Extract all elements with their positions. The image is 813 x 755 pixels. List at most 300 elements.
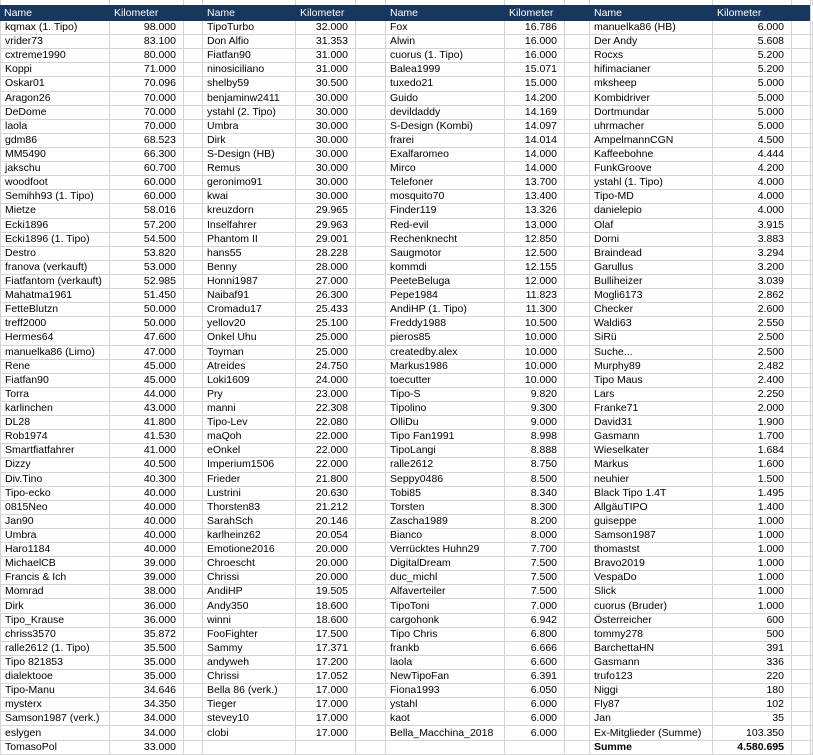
cell-spacer[interactable] (184, 219, 203, 233)
cell-name[interactable]: Jan90 (0, 515, 110, 529)
cell-name[interactable]: treff2000 (0, 317, 110, 331)
cell-kilometer[interactable]: 4.000 (713, 176, 792, 190)
cell-spacer[interactable] (792, 106, 813, 120)
cell-name[interactable]: jakschu (0, 162, 110, 176)
cell-kilometer[interactable]: 21.212 (296, 501, 356, 515)
cell-spacer[interactable] (184, 303, 203, 317)
cell-name[interactable]: Franke71 (590, 402, 713, 416)
cell-spacer[interactable] (792, 162, 813, 176)
cell-spacer[interactable] (792, 21, 813, 35)
cell-name[interactable]: vrider73 (0, 35, 110, 49)
cell-spacer[interactable] (565, 501, 590, 515)
cell-name[interactable]: Niggi (590, 684, 713, 698)
cell-name[interactable]: Mietze (0, 204, 110, 218)
cell-kilometer[interactable]: 18.600 (296, 614, 356, 628)
cell-name[interactable]: Emotione2016 (203, 543, 296, 557)
cell-spacer[interactable] (792, 515, 813, 529)
cell-spacer[interactable] (792, 458, 813, 472)
cell-kilometer[interactable]: 28.228 (296, 247, 356, 261)
cell-kilometer[interactable]: 24.750 (296, 360, 356, 374)
cell-spacer[interactable] (565, 176, 590, 190)
cell-name[interactable]: Tipo Chris (386, 628, 505, 642)
cell-spacer[interactable] (184, 35, 203, 49)
cell-kilometer[interactable]: 7.700 (505, 543, 565, 557)
cell-kilometer[interactable]: 52.985 (110, 275, 184, 289)
cell-kilometer[interactable]: 14.169 (505, 106, 565, 120)
cell-kilometer[interactable]: 7.500 (505, 585, 565, 599)
cell-name[interactable]: Dorni (590, 233, 713, 247)
cell-kilometer[interactable]: 25.000 (296, 346, 356, 360)
cell-kilometer[interactable]: 7.000 (505, 599, 565, 613)
cell-spacer[interactable] (356, 176, 386, 190)
cell-kilometer[interactable]: 9.820 (505, 388, 565, 402)
cell-spacer[interactable] (184, 106, 203, 120)
cell-kilometer[interactable]: 12.000 (505, 275, 565, 289)
column-header-name[interactable]: Name (203, 5, 296, 21)
cell-name[interactable]: Thorsten83 (203, 501, 296, 515)
cell-spacer[interactable] (565, 120, 590, 134)
cell-name[interactable]: hifimacianer (590, 63, 713, 77)
cell-name[interactable]: Tipo-Lev (203, 416, 296, 430)
cell-name[interactable]: Garullus (590, 261, 713, 275)
cell-name[interactable]: TipoToni (386, 599, 505, 613)
cell-kilometer[interactable]: 1.000 (713, 571, 792, 585)
cell-spacer[interactable] (184, 684, 203, 698)
cell-kilometer[interactable]: 30.000 (296, 148, 356, 162)
cell-kilometer[interactable]: 83.100 (110, 35, 184, 49)
cell-name[interactable]: BarchettaHN (590, 642, 713, 656)
cell-spacer[interactable] (184, 402, 203, 416)
cell-spacer[interactable] (184, 360, 203, 374)
cell-spacer[interactable] (565, 712, 590, 726)
cell-kilometer[interactable]: 40.000 (110, 543, 184, 557)
cell-spacer[interactable] (356, 374, 386, 388)
cell-name[interactable]: Torsten (386, 501, 505, 515)
cell-name[interactable]: cargohonk (386, 614, 505, 628)
cell-spacer[interactable] (792, 148, 813, 162)
cell-name[interactable]: ystahl (2. Tipo) (203, 106, 296, 120)
cell-name[interactable]: tommy278 (590, 628, 713, 642)
cell-spacer[interactable] (184, 656, 203, 670)
cell-spacer[interactable] (792, 444, 813, 458)
cell-spacer[interactable] (565, 63, 590, 77)
cell-spacer[interactable] (565, 642, 590, 656)
cell-spacer[interactable] (565, 388, 590, 402)
cell-kilometer[interactable]: 70.000 (110, 92, 184, 106)
cell-name[interactable]: AllgäuTIPO (590, 501, 713, 515)
cell-spacer[interactable] (184, 642, 203, 656)
cell-name[interactable]: karlinchen (0, 402, 110, 416)
cell-name[interactable]: DL28 (0, 416, 110, 430)
cell-spacer[interactable] (792, 346, 813, 360)
cell-kilometer[interactable]: 40.500 (110, 458, 184, 472)
cell-name[interactable]: Tipo_Krause (0, 614, 110, 628)
cell-name[interactable]: Red-evil (386, 219, 505, 233)
cell-spacer[interactable] (792, 402, 813, 416)
cell-spacer[interactable] (356, 501, 386, 515)
cell-spacer[interactable] (356, 557, 386, 571)
cell-kilometer[interactable]: 58.016 (110, 204, 184, 218)
cell-kilometer[interactable]: 34.646 (110, 684, 184, 698)
cell-spacer[interactable] (565, 49, 590, 63)
cell-spacer[interactable] (565, 148, 590, 162)
cell-spacer[interactable] (792, 656, 813, 670)
cell-name[interactable]: Andy350 (203, 599, 296, 613)
cell-spacer[interactable] (565, 628, 590, 642)
cell-kilometer[interactable]: 26.300 (296, 289, 356, 303)
cell-name[interactable]: Destro (0, 247, 110, 261)
cell-kilometer[interactable]: 2.600 (713, 303, 792, 317)
cell-kilometer[interactable]: 20.146 (296, 515, 356, 529)
cell-kilometer[interactable]: 66.300 (110, 148, 184, 162)
cell-name[interactable]: thomastst (590, 543, 713, 557)
cell-kilometer[interactable]: 8.998 (505, 430, 565, 444)
cell-kilometer[interactable]: 6.391 (505, 670, 565, 684)
cell-name[interactable]: manuelka86 (HB) (590, 21, 713, 35)
cell-name[interactable]: SiRü (590, 331, 713, 345)
cell-name[interactable]: Fiona1993 (386, 684, 505, 698)
cell-kilometer[interactable]: 180 (713, 684, 792, 698)
cell-kilometer[interactable]: 35.872 (110, 628, 184, 642)
cell-spacer[interactable] (184, 529, 203, 543)
cell-kilometer[interactable]: 38.000 (110, 585, 184, 599)
cell-kilometer[interactable]: 34.000 (110, 726, 184, 740)
cell-name[interactable]: winni (203, 614, 296, 628)
cell-kilometer[interactable]: 15.000 (505, 77, 565, 91)
cell-kilometer[interactable]: 1.500 (713, 473, 792, 487)
cell-kilometer[interactable]: 13.000 (505, 219, 565, 233)
cell-kilometer[interactable]: 5.200 (713, 63, 792, 77)
cell-spacer[interactable] (184, 726, 203, 740)
cell-spacer[interactable] (356, 106, 386, 120)
cell-name[interactable]: eOnkel (203, 444, 296, 458)
cell-name[interactable]: 0815Neo (0, 501, 110, 515)
cell-name[interactable]: cuorus (1. Tipo) (386, 49, 505, 63)
cell-kilometer[interactable]: 10.000 (505, 331, 565, 345)
cell-spacer[interactable] (792, 35, 813, 49)
cell-name[interactable]: manni (203, 402, 296, 416)
cell-spacer[interactable] (184, 444, 203, 458)
cell-spacer[interactable] (356, 571, 386, 585)
cell-kilometer[interactable]: 11.300 (505, 303, 565, 317)
cell-kilometer[interactable]: 20.000 (296, 543, 356, 557)
cell-name[interactable]: laola (386, 656, 505, 670)
cell-kilometer[interactable]: 14.097 (505, 120, 565, 134)
cell-name[interactable]: toecutter (386, 374, 505, 388)
cell-name[interactable]: Braindead (590, 247, 713, 261)
cell-spacer[interactable] (565, 473, 590, 487)
cell-kilometer[interactable]: 14.014 (505, 134, 565, 148)
cell-name[interactable]: chriss3570 (0, 628, 110, 642)
cell-kilometer[interactable]: 5.000 (713, 77, 792, 91)
cell-name[interactable]: Black Tipo 1.4T (590, 487, 713, 501)
cell-kilometer[interactable]: 31.000 (296, 63, 356, 77)
cell-name[interactable]: pieros85 (386, 331, 505, 345)
cell-spacer[interactable] (792, 77, 813, 91)
cell-spacer[interactable] (356, 233, 386, 247)
cell-spacer[interactable] (184, 63, 203, 77)
cell-spacer[interactable] (792, 698, 813, 712)
cell-name[interactable]: Hermes64 (0, 331, 110, 345)
cell-name[interactable]: Kombidriver (590, 92, 713, 106)
cell-spacer[interactable] (184, 515, 203, 529)
cell-kilometer[interactable]: 17.000 (296, 726, 356, 740)
cell-name[interactable]: Bella 86 (verk.) (203, 684, 296, 698)
cell-spacer[interactable] (356, 515, 386, 529)
cell-name[interactable]: Alwin (386, 35, 505, 49)
cell-kilometer[interactable]: 44.000 (110, 388, 184, 402)
cell-name[interactable]: Suche... (590, 346, 713, 360)
cell-name[interactable]: hans55 (203, 247, 296, 261)
cell-spacer[interactable] (356, 35, 386, 49)
cell-spacer[interactable] (565, 416, 590, 430)
cell-name[interactable]: ystahl (1. Tipo) (590, 176, 713, 190)
cell-kilometer[interactable]: 2.000 (713, 402, 792, 416)
cell-kilometer[interactable]: 1.000 (713, 599, 792, 613)
cell-kilometer[interactable]: 14.200 (505, 92, 565, 106)
cell-name[interactable]: Ecki1896 (0, 219, 110, 233)
cell-kilometer[interactable]: 29.965 (296, 204, 356, 218)
cell-kilometer[interactable]: 68.523 (110, 134, 184, 148)
cell-spacer[interactable] (184, 458, 203, 472)
cell-spacer[interactable] (792, 684, 813, 698)
cell-name[interactable]: danielepio (590, 204, 713, 218)
cell-name[interactable]: S-Design (HB) (203, 148, 296, 162)
cell-name[interactable]: Fox (386, 21, 505, 35)
cell-kilometer[interactable]: 1.000 (713, 585, 792, 599)
cell-name[interactable]: kaot (386, 712, 505, 726)
cell-kilometer[interactable]: 6.942 (505, 614, 565, 628)
cell-spacer[interactable] (565, 571, 590, 585)
cell-name[interactable]: Onkel Uhu (203, 331, 296, 345)
cell-name[interactable]: Lars (590, 388, 713, 402)
cell-spacer[interactable] (792, 219, 813, 233)
cell-spacer[interactable] (184, 599, 203, 613)
cell-kilometer[interactable]: 36.000 (110, 614, 184, 628)
cell-kilometer[interactable]: 2.862 (713, 289, 792, 303)
cell-spacer[interactable] (792, 487, 813, 501)
cell-spacer[interactable] (184, 331, 203, 345)
cell-spacer[interactable] (184, 204, 203, 218)
cell-kilometer[interactable]: 3.200 (713, 261, 792, 275)
cell-name[interactable]: Torra (0, 388, 110, 402)
cell-kilometer[interactable]: 16.786 (505, 21, 565, 35)
cell-name[interactable]: Markus1986 (386, 360, 505, 374)
cell-spacer[interactable] (792, 233, 813, 247)
cell-kilometer[interactable]: 60.000 (110, 190, 184, 204)
cell-kilometer[interactable]: 3.039 (713, 275, 792, 289)
cell-kilometer[interactable]: 40.000 (110, 501, 184, 515)
cell-spacer[interactable] (356, 120, 386, 134)
cell-name[interactable]: Verrücktes Huhn29 (386, 543, 505, 557)
cell-spacer[interactable] (356, 529, 386, 543)
cell-name[interactable]: DeDome (0, 106, 110, 120)
cell-name[interactable]: Smartfiatfahrer (0, 444, 110, 458)
column-header-kilometer[interactable]: Kilometer (505, 5, 565, 21)
cell-spacer[interactable] (792, 303, 813, 317)
cell-spacer[interactable] (565, 303, 590, 317)
cell-kilometer[interactable]: 41.000 (110, 444, 184, 458)
cell-name[interactable]: guiseppe (590, 515, 713, 529)
cell-spacer[interactable] (565, 557, 590, 571)
cell-spacer[interactable] (565, 458, 590, 472)
cell-name[interactable]: FooFighter (203, 628, 296, 642)
cell-kilometer[interactable]: 8.340 (505, 487, 565, 501)
cell-kilometer[interactable]: 45.000 (110, 360, 184, 374)
cell-kilometer[interactable]: 2.250 (713, 388, 792, 402)
cell-spacer[interactable] (565, 741, 590, 755)
cell-spacer[interactable] (184, 49, 203, 63)
cell-name[interactable]: Olaf (590, 219, 713, 233)
cell-name[interactable]: Österreicher (590, 614, 713, 628)
cell-spacer[interactable] (792, 176, 813, 190)
cell-name[interactable]: benjaminw2411 (203, 92, 296, 106)
cell-spacer[interactable] (356, 331, 386, 345)
cell-spacer[interactable] (565, 162, 590, 176)
cell-spacer[interactable] (565, 190, 590, 204)
cell-spacer[interactable] (184, 190, 203, 204)
cell-spacer[interactable] (565, 670, 590, 684)
cell-kilometer[interactable]: 60.000 (110, 176, 184, 190)
cell-spacer[interactable] (356, 204, 386, 218)
cell-spacer[interactable] (565, 219, 590, 233)
cell-name[interactable]: frankb (386, 642, 505, 656)
column-header-kilometer[interactable]: Kilometer (713, 5, 792, 21)
cell-name[interactable]: Naibaf91 (203, 289, 296, 303)
cell-name[interactable]: Kaffeebohne (590, 148, 713, 162)
cell-name[interactable]: Lustrini (203, 487, 296, 501)
cell-kilometer[interactable]: 24.000 (296, 374, 356, 388)
cell-spacer[interactable] (184, 374, 203, 388)
cell-kilometer[interactable]: 40.000 (110, 529, 184, 543)
cell-kilometer[interactable]: 45.000 (110, 374, 184, 388)
cell-kilometer[interactable]: 29.963 (296, 219, 356, 233)
cell-spacer[interactable] (356, 346, 386, 360)
cell-kilometer[interactable]: 1.700 (713, 430, 792, 444)
cell-kilometer[interactable]: 12.850 (505, 233, 565, 247)
cell-kilometer[interactable] (296, 741, 356, 755)
cell-name[interactable]: Summe (590, 741, 713, 755)
cell-name[interactable]: kreuzdorn (203, 204, 296, 218)
cell-kilometer[interactable]: 10.000 (505, 360, 565, 374)
cell-name[interactable]: Tipo Maus (590, 374, 713, 388)
cell-spacer[interactable] (356, 642, 386, 656)
cell-spacer[interactable] (792, 204, 813, 218)
cell-spacer[interactable] (356, 670, 386, 684)
cell-name[interactable]: S-Design (Kombi) (386, 120, 505, 134)
cell-name[interactable]: Semihh93 (1. Tipo) (0, 190, 110, 204)
cell-kilometer[interactable]: 16.000 (505, 49, 565, 63)
cell-spacer[interactable] (184, 120, 203, 134)
cell-name[interactable]: yellov20 (203, 317, 296, 331)
cell-spacer[interactable] (792, 92, 813, 106)
cell-kilometer[interactable]: 70.000 (110, 120, 184, 134)
cell-spacer[interactable] (792, 261, 813, 275)
cell-kilometer[interactable]: 29.001 (296, 233, 356, 247)
cell-spacer[interactable] (184, 557, 203, 571)
cell-spacer[interactable] (356, 614, 386, 628)
header-spacer[interactable] (565, 5, 590, 21)
cell-spacer[interactable] (792, 473, 813, 487)
cell-name[interactable]: Bella_Macchina_2018 (386, 726, 505, 740)
cell-name[interactable]: Balea1999 (386, 63, 505, 77)
cell-spacer[interactable] (565, 599, 590, 613)
cell-kilometer[interactable]: 20.000 (296, 557, 356, 571)
cell-kilometer[interactable]: 1.000 (713, 529, 792, 543)
cell-kilometer[interactable]: 3.294 (713, 247, 792, 261)
cell-spacer[interactable] (792, 501, 813, 515)
cell-name[interactable]: Wieselkater (590, 444, 713, 458)
cell-spacer[interactable] (184, 148, 203, 162)
cell-name[interactable]: stevey10 (203, 712, 296, 726)
cell-name[interactable]: Tipo Fan1991 (386, 430, 505, 444)
cell-spacer[interactable] (356, 92, 386, 106)
cell-name[interactable]: FunkGroove (590, 162, 713, 176)
cell-spacer[interactable] (356, 628, 386, 642)
cell-kilometer[interactable]: 14.000 (505, 162, 565, 176)
cell-kilometer[interactable]: 50.000 (110, 317, 184, 331)
cell-name[interactable]: Toyman (203, 346, 296, 360)
cell-spacer[interactable] (565, 529, 590, 543)
cell-kilometer[interactable]: 17.000 (296, 698, 356, 712)
cell-kilometer[interactable]: 34.000 (110, 712, 184, 726)
cell-name[interactable]: manuelka86 (Limo) (0, 346, 110, 360)
cell-kilometer[interactable]: 4.580.695 (713, 741, 792, 755)
cell-kilometer[interactable]: 1.000 (713, 543, 792, 557)
cell-spacer[interactable] (565, 77, 590, 91)
cell-name[interactable]: AmpelmannCGN (590, 134, 713, 148)
cell-kilometer[interactable]: 21.800 (296, 473, 356, 487)
cell-name[interactable]: Fly87 (590, 698, 713, 712)
cell-kilometer[interactable]: 20.630 (296, 487, 356, 501)
cell-kilometer[interactable]: 8.888 (505, 444, 565, 458)
cell-name[interactable]: woodfoot (0, 176, 110, 190)
cell-spacer[interactable] (565, 247, 590, 261)
cell-name[interactable]: Fiatfan90 (203, 49, 296, 63)
cell-spacer[interactable] (792, 120, 813, 134)
cell-name[interactable]: Umbra (203, 120, 296, 134)
cell-kilometer[interactable]: 15.071 (505, 63, 565, 77)
cell-name[interactable]: Cromadu17 (203, 303, 296, 317)
cell-kilometer[interactable]: 30.000 (296, 176, 356, 190)
cell-kilometer[interactable]: 51.450 (110, 289, 184, 303)
cell-name[interactable]: Tipolino (386, 402, 505, 416)
header-spacer[interactable] (792, 5, 813, 21)
cell-name[interactable] (203, 741, 296, 755)
cell-kilometer[interactable]: 4.444 (713, 148, 792, 162)
cell-name[interactable]: Checker (590, 303, 713, 317)
cell-spacer[interactable] (792, 49, 813, 63)
cell-kilometer[interactable]: 39.000 (110, 557, 184, 571)
cell-kilometer[interactable]: 17.200 (296, 656, 356, 670)
cell-name[interactable]: mksheep (590, 77, 713, 91)
cell-name[interactable]: DigitalDream (386, 557, 505, 571)
cell-name[interactable]: dialektooe (0, 670, 110, 684)
cell-spacer[interactable] (356, 416, 386, 430)
cell-spacer[interactable] (792, 134, 813, 148)
cell-spacer[interactable] (356, 219, 386, 233)
cell-kilometer[interactable]: 35.000 (110, 656, 184, 670)
cell-spacer[interactable] (792, 331, 813, 345)
cell-kilometer[interactable]: 18.600 (296, 599, 356, 613)
cell-kilometer[interactable]: 1.600 (713, 458, 792, 472)
cell-spacer[interactable] (565, 346, 590, 360)
cell-spacer[interactable] (565, 374, 590, 388)
column-header-name[interactable]: Name (590, 5, 713, 21)
cell-kilometer[interactable]: 41.530 (110, 430, 184, 444)
cell-spacer[interactable] (792, 529, 813, 543)
cell-spacer[interactable] (565, 360, 590, 374)
